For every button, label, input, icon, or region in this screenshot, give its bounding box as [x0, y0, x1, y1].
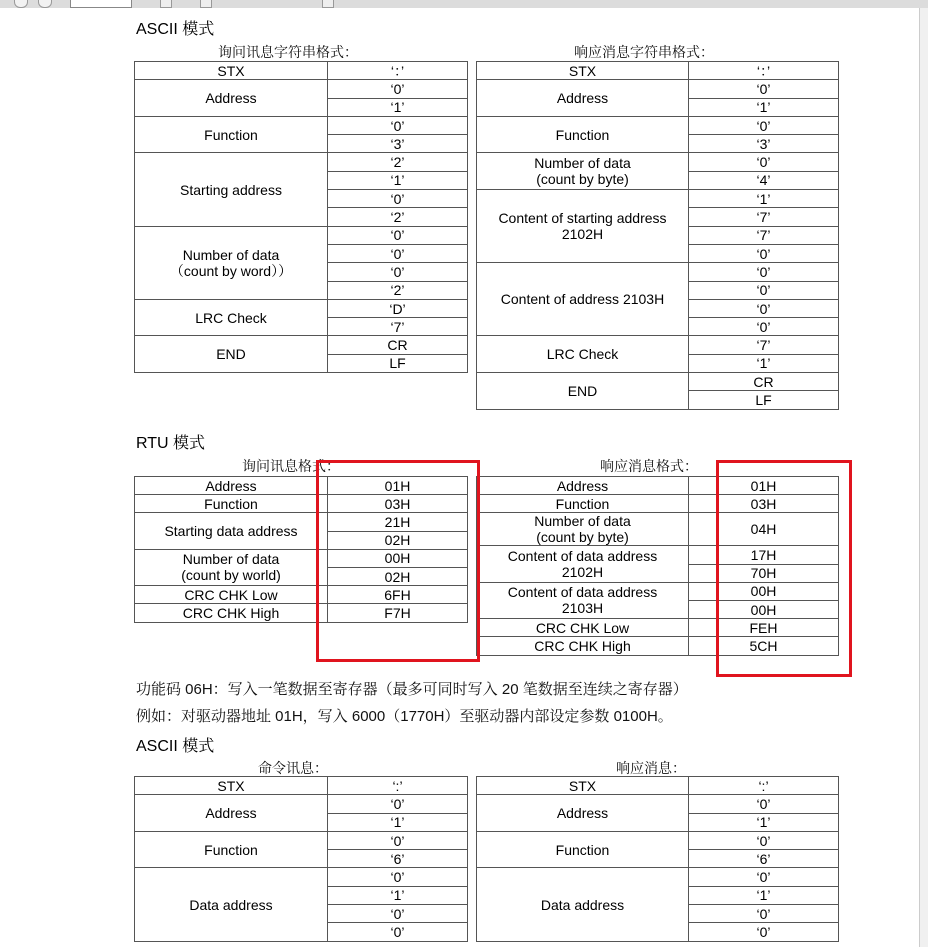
field-value: 21H — [328, 513, 468, 531]
field-value: ‘0’ — [328, 868, 468, 886]
field-value: 04H — [689, 513, 839, 546]
field-value: F7H — [328, 604, 468, 622]
ascii-write-response-caption: 响应消息： — [616, 761, 686, 777]
field-value: ‘D’ — [328, 299, 468, 317]
field-value: ‘0’ — [328, 905, 468, 923]
viewer-toolbar — [0, 0, 928, 8]
field-value: 02H — [328, 567, 468, 585]
field-label: Starting data address — [135, 513, 328, 549]
field-value: ‘1’ — [689, 190, 839, 208]
field-label: Function — [135, 116, 328, 153]
field-label: STX — [477, 777, 689, 795]
field-label: Address — [477, 477, 689, 495]
field-label: Address — [135, 477, 328, 495]
field-label: END — [135, 336, 328, 373]
field-label: Data address — [135, 868, 328, 941]
field-value: 03H — [328, 495, 468, 513]
field-value: ‘0’ — [328, 190, 468, 208]
field-value: ‘3’ — [689, 135, 839, 153]
field-value: ‘7’ — [689, 208, 839, 226]
field-value: 00H — [689, 582, 839, 600]
field-value: ‘0’ — [689, 153, 839, 171]
field-value: ‘0’ — [328, 226, 468, 244]
field-value: ‘6’ — [328, 850, 468, 868]
field-value: ‘1’ — [328, 171, 468, 189]
ascii-write-heading: ASCII 模式 — [136, 738, 215, 755]
field-label: STX — [135, 777, 328, 795]
field-value: ‘2’ — [328, 153, 468, 171]
field-value: ‘0’ — [689, 923, 839, 941]
field-value: ‘7’ — [689, 336, 839, 354]
forward-icon[interactable] — [38, 0, 52, 8]
field-value: LF — [328, 354, 468, 372]
field-value: ‘1’ — [689, 813, 839, 831]
field-label: Content of address 2103H — [477, 263, 689, 336]
field-value: 00H — [328, 549, 468, 567]
field-value: ‘0’ — [689, 318, 839, 336]
field-value: CR — [328, 336, 468, 354]
field-label: Content of data address 2102H — [477, 546, 689, 582]
highlight-box-response — [716, 460, 852, 677]
field-value: ‘0’ — [689, 299, 839, 317]
document-page — [0, 8, 918, 947]
field-label: Address — [135, 795, 328, 832]
field-value: ‘0’ — [689, 244, 839, 262]
field-value: 70H — [689, 564, 839, 582]
field-label: LRC Check — [477, 336, 689, 373]
field-value: 03H — [689, 495, 839, 513]
field-label: Number of data (count by byte) — [477, 513, 689, 546]
field-label: Function — [135, 495, 328, 513]
vertical-scrollbar[interactable] — [919, 8, 928, 947]
field-value: ‘1’ — [689, 98, 839, 116]
field-label: Content of data address 2103H — [477, 582, 689, 618]
field-label: CRC CHK High — [477, 637, 689, 655]
field-label: Function — [477, 831, 689, 868]
function06-description: 功能码 06H：写入一笔数据至寄存器（最多可同时写入 20 笔数据至连续之寄存器） — [136, 681, 688, 698]
field-value: ‘1’ — [689, 354, 839, 372]
field-value: ‘7’ — [689, 226, 839, 244]
field-value: ‘0’ — [328, 80, 468, 98]
field-value: ‘7’ — [328, 318, 468, 336]
field-value: ‘0’ — [328, 244, 468, 262]
zoom-out-icon[interactable] — [160, 0, 172, 8]
field-value: 17H — [689, 546, 839, 564]
field-value: ‘0’ — [689, 795, 839, 813]
field-value: ‘:’ — [328, 777, 468, 795]
field-value: 01H — [689, 477, 839, 495]
ascii-read-query-table — [134, 61, 468, 373]
field-value: ‘：’ — [328, 62, 468, 80]
field-value: ‘0’ — [689, 263, 839, 281]
field-value: ‘0’ — [689, 868, 839, 886]
field-label: CRC CHK High — [135, 604, 328, 622]
ascii-write-query-caption: 命令讯息： — [258, 761, 328, 777]
field-value: ‘0’ — [689, 281, 839, 299]
zoom-in-icon[interactable] — [200, 0, 212, 8]
field-value: 6FH — [328, 586, 468, 604]
field-value: ‘1’ — [328, 813, 468, 831]
field-value: FEH — [689, 619, 839, 637]
field-value: ‘0’ — [328, 923, 468, 941]
field-value: ‘0’ — [689, 831, 839, 849]
field-value: LF — [689, 391, 839, 409]
field-value: 00H — [689, 600, 839, 618]
field-value: ‘0’ — [689, 905, 839, 923]
field-label: Content of starting address 2102H — [477, 190, 689, 263]
field-value: ‘6’ — [689, 850, 839, 868]
field-value: ‘:’ — [689, 777, 839, 795]
field-label: Function — [135, 831, 328, 868]
back-icon[interactable] — [14, 0, 28, 8]
field-value: ‘3’ — [328, 135, 468, 153]
field-label: Address — [135, 80, 328, 117]
field-value: ‘0’ — [328, 795, 468, 813]
field-value: ‘0’ — [689, 116, 839, 134]
field-label: Number of data （count by word）） — [135, 226, 328, 299]
rtu-read-response-caption: 响应消息格式： — [600, 459, 698, 475]
ascii-read-query-caption: 询问讯息字符串格式： — [218, 45, 358, 61]
field-value: ‘0’ — [689, 80, 839, 98]
field-value: ‘1’ — [689, 886, 839, 904]
field-label: LRC Check — [135, 299, 328, 336]
field-label: Starting address — [135, 153, 328, 226]
field-value: 5CH — [689, 637, 839, 655]
field-value: ‘1’ — [328, 886, 468, 904]
field-label: Address — [477, 795, 689, 832]
rtu-read-query-caption: 询问讯息格式： — [242, 459, 340, 475]
ascii-read-response-table — [476, 61, 839, 410]
ascii-read-response-caption: 响应消息字符串格式： — [574, 45, 714, 61]
field-value: ‘0’ — [328, 263, 468, 281]
field-value: 02H — [328, 531, 468, 549]
field-value: ‘0’ — [328, 116, 468, 134]
ascii-write-response-table — [476, 776, 839, 942]
page-number-input[interactable] — [70, 0, 132, 8]
ascii-write-query-table — [134, 776, 468, 942]
field-value: ‘2’ — [328, 208, 468, 226]
field-label: Function — [477, 116, 689, 153]
field-label: STX — [135, 62, 328, 80]
field-value: ‘1’ — [328, 98, 468, 116]
highlight-box-query — [316, 460, 480, 662]
field-value: ‘2’ — [328, 281, 468, 299]
field-label: CRC CHK Low — [477, 619, 689, 637]
field-label: END — [477, 373, 689, 410]
tool-icon[interactable] — [322, 0, 334, 8]
field-label: Address — [477, 80, 689, 117]
field-value: ‘：’ — [689, 62, 839, 80]
field-label: Data address — [477, 868, 689, 941]
rtu-read-heading: RTU 模式 — [136, 435, 206, 452]
function06-example: 例如：对驱动器地址 01H，写入 6000（1770H）至驱动器内部设定参数 0100H。 — [136, 708, 673, 725]
field-label: CRC CHK Low — [135, 586, 328, 604]
field-value: CR — [689, 373, 839, 391]
field-label: STX — [477, 62, 689, 80]
field-label: Number of data (count by byte) — [477, 153, 689, 190]
field-value: 01H — [328, 477, 468, 495]
field-label: Number of data (count by world) — [135, 549, 328, 585]
field-label: Function — [477, 495, 689, 513]
field-value: ‘0’ — [328, 831, 468, 849]
field-value: ‘4’ — [689, 171, 839, 189]
ascii-read-heading: ASCII 模式 — [136, 21, 215, 38]
